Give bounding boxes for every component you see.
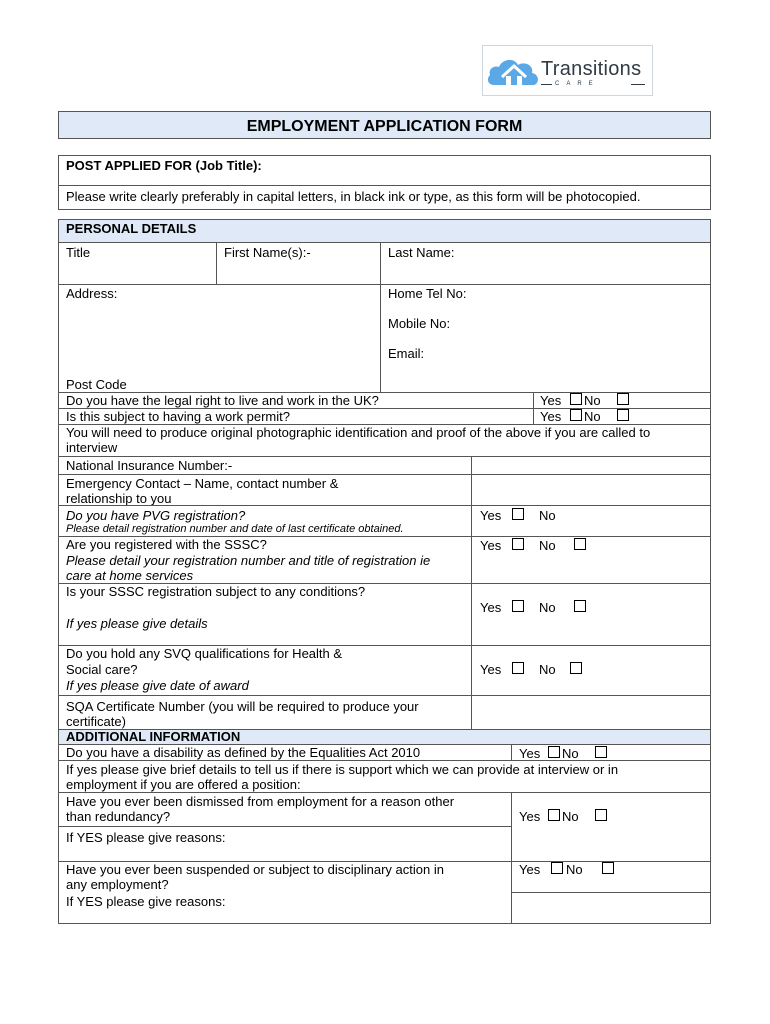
company-logo [482,45,653,96]
logo-name: Transitions [541,58,642,80]
yes-label: Yes [480,508,502,523]
last-name-label: Last Name: [388,245,455,260]
sssc-note-1: Please detail your registration number and title of registration ie [66,553,431,568]
no-label: No [566,862,583,877]
emergency-contact-field[interactable] [473,475,709,505]
suspended-reasons-label: If YES please give reasons: [66,894,226,909]
no-label: No [562,746,579,761]
dismissed-yes-checkbox[interactable] [548,809,560,821]
suspended-yes-checkbox[interactable] [551,862,563,874]
house-icon [486,49,542,95]
sqa-label-1: SQA Certificate Number (you will be required to produce your [66,699,419,714]
yes-label: Yes [540,409,562,424]
yes-label: Yes [480,538,502,553]
no-label: No [539,538,556,553]
home-tel-label: Home Tel No: [388,286,467,301]
disability-yes-checkbox[interactable] [548,746,560,758]
disability-note-2: employment if you are offered a position: [66,777,301,792]
no-label: No [584,393,601,408]
title-field[interactable] [60,262,214,282]
dismissed-reasons-label: If YES please give reasons: [66,830,226,845]
first-name-field[interactable] [218,262,378,282]
svq-note: If yes please give date of award [66,678,249,693]
svq-no-checkbox[interactable] [570,662,582,674]
no-label: No [539,508,556,523]
svq-yes-checkbox[interactable] [512,662,524,674]
yes-label: Yes [519,809,541,824]
dismissed-reasons-field[interactable] [60,846,509,860]
title-label: Title [66,245,91,260]
last-name-field[interactable] [382,262,708,282]
ni-number-label: National Insurance Number:- [66,458,233,473]
dismissed-question-1: Have you ever been dismissed from employment for a reason other [66,794,455,809]
pvg-yes-checkbox[interactable] [512,508,524,520]
id-note-line-1: You will need to produce original photographic identification and proof of the above if you are called to [66,425,651,440]
post-applied-label: POST APPLIED FOR (Job Title): [66,158,262,173]
work-permit-no-checkbox[interactable] [617,409,629,421]
post-applied-field[interactable] [300,158,700,180]
yes-label: Yes [540,393,562,408]
sssc-no-checkbox[interactable] [574,538,586,550]
no-label: No [562,809,579,824]
sssc-note-2: care at home services [66,568,194,583]
sqa-label-2: certificate) [66,714,126,729]
disability-note-1: If yes please give brief details to tell us if there is support which we can provide at interview or in [66,762,619,777]
page-title: EMPLOYMENT APPLICATION FORM [246,118,523,135]
yes-label: Yes [519,746,541,761]
personal-details-heading: PERSONAL DETAILS [66,221,197,236]
sssc-yes-checkbox[interactable] [512,538,524,550]
disability-question: Do you have a disability as defined by the Equalities Act 2010 [66,745,421,760]
id-note-line-2: interview [66,440,118,455]
svq-question-1: Do you hold any SVQ qualifications for Health & [66,646,343,661]
pvg-question: Do you have PVG registration? [66,508,246,523]
suspended-question-1: Have you ever been suspended or subject to disciplinary action in [66,862,444,877]
right-to-work-yes-checkbox[interactable] [570,393,582,405]
svq-question-2: Social care? [66,662,138,677]
no-label: No [539,600,556,615]
yes-label: Yes [480,600,502,615]
suspended-question-2: any employment? [66,877,169,892]
mobile-label: Mobile No: [388,316,451,331]
emergency-contact-label-2: relationship to you [66,491,172,506]
dismissed-no-checkbox[interactable] [595,809,607,821]
first-name-label: First Name(s):- [224,245,311,260]
right-to-work-no-checkbox[interactable] [617,393,629,405]
sssc-conditions-question: Is your SSSC registration subject to any conditions? [66,584,366,599]
sqa-number-field[interactable] [473,696,709,729]
disability-no-checkbox[interactable] [595,746,607,758]
instructions-text: Please write clearly preferably in capital letters, in black ink or type, as this form will be photocopied. [66,189,641,204]
pvg-note: Please detail registration number and date of last certificate obtained. [66,523,404,535]
ni-number-field[interactable] [473,457,709,474]
no-label: No [539,662,556,677]
suspended-no-checkbox[interactable] [602,862,614,874]
post-code-label: Post Code [66,377,127,392]
work-permit-question: Is this subject to having a work permit? [66,409,290,424]
email-label: Email: [388,346,425,361]
sssc-conditions-yes-checkbox[interactable] [512,600,524,612]
sssc-conditions-note: If yes please give details [66,616,208,631]
emergency-contact-label-1: Emergency Contact – Name, contact number & [66,476,339,491]
address-field[interactable] [60,302,378,376]
yes-label: Yes [519,862,541,877]
work-permit-yes-checkbox[interactable] [570,409,582,421]
no-label: No [584,409,601,424]
yes-label: Yes [480,662,502,677]
dismissed-question-2: than redundancy? [66,809,171,824]
address-label: Address: [66,286,118,301]
logo-sub: CARE [555,81,600,87]
right-to-work-question: Do you have the legal right to live and work in the UK? [66,393,379,408]
sssc-conditions-no-checkbox[interactable] [574,600,586,612]
additional-info-heading: ADDITIONAL INFORMATION [66,729,241,744]
sssc-question: Are you registered with the SSSC? [66,537,267,552]
suspended-reasons-field[interactable] [60,908,509,922]
